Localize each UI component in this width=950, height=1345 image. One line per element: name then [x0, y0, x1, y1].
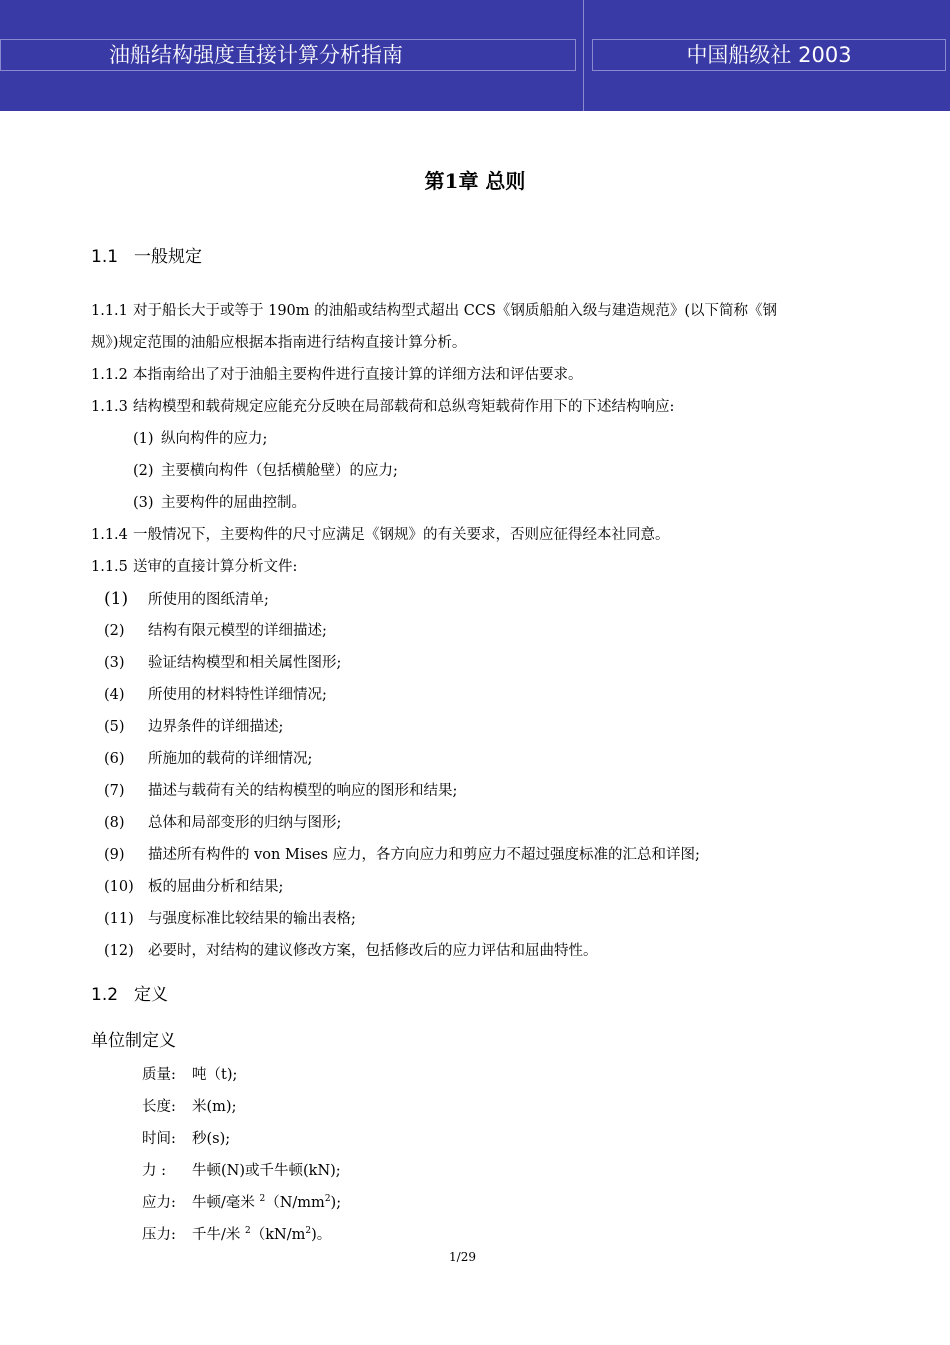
unit-value: 千牛/米	[192, 1227, 241, 1243]
paragraph-1-1-3	[91, 396, 674, 418]
unit-label: 质量:	[142, 1067, 176, 1083]
item-number: (11)	[104, 911, 134, 927]
document-item	[104, 844, 700, 866]
unit-value: 秒(s);	[192, 1131, 231, 1147]
paragraph-text: 对于船长大于或等于 190m 的油船或结构型式超出 CCS《钢质船舶入级与建造规范》(以下简称《钢	[133, 303, 778, 319]
unit-row	[142, 1160, 341, 1182]
paragraph-number: 1.1.4	[91, 527, 128, 543]
unit-label: 压力:	[142, 1227, 176, 1243]
unit-label: 力 :	[142, 1163, 166, 1179]
document-item	[104, 780, 457, 802]
paragraph-number: 1.1.3	[91, 399, 128, 415]
unit-superscript: 2	[245, 1226, 251, 1236]
item-number: (2)	[133, 463, 154, 479]
section-heading-1-1	[91, 244, 202, 270]
unit-value: 牛顿(N)或千牛顿(kN);	[192, 1163, 341, 1179]
document-item	[104, 940, 598, 962]
item-number: (7)	[104, 783, 125, 799]
unit-symbol: （kN/m	[250, 1227, 306, 1243]
unit-label: 应力:	[142, 1195, 176, 1211]
item-number: (3)	[104, 655, 125, 671]
paragraph-text: 一般情况下，主要构件的尺寸应满足《钢规》的有关要求，否则应征得经本社同意。	[133, 527, 670, 543]
unit-symbol: （N/mm	[265, 1195, 325, 1211]
paragraph-number: 1.1.5	[91, 559, 128, 575]
item-text: 板的屈曲分析和结果;	[148, 879, 284, 895]
item-text: 与强度标准比较结果的输出表格;	[148, 911, 356, 927]
paragraph-text: 送审的直接计算分析文件:	[133, 559, 298, 575]
item-text: 总体和局部变形的归纳与图形;	[148, 815, 342, 831]
unit-superscript: 2	[324, 1194, 331, 1204]
item-number: (1)	[133, 431, 154, 447]
document-item	[104, 748, 312, 770]
section-number: 1.2	[91, 985, 119, 1005]
section-title: 一般规定	[134, 247, 202, 267]
section-title: 定义	[134, 985, 168, 1005]
item-text: 验证结构模型和相关属性图形;	[148, 655, 342, 671]
item-number: (6)	[104, 751, 125, 767]
society-label: 中国船级社 2003	[592, 39, 946, 71]
item-number: (5)	[104, 719, 125, 735]
item-number: (12)	[104, 943, 134, 959]
document-title: 油船结构强度直接计算分析指南	[0, 39, 576, 71]
page-header	[0, 0, 950, 111]
item-text: 描述所有构件的 von Mises 应力，各方向应力和剪应力不超过强度标准的汇总和详图;	[148, 847, 700, 863]
item-text: 主要横向构件（包括横舱壁）的应力;	[161, 463, 398, 479]
unit-value: 牛顿/毫米	[192, 1195, 255, 1211]
document-item	[104, 620, 327, 642]
item-number: (4)	[104, 687, 125, 703]
chapter-title: 第1章 总则	[424, 169, 526, 193]
item-text: 边界条件的详细描述;	[148, 719, 284, 735]
response-item	[133, 428, 267, 450]
document-item	[104, 908, 356, 930]
unit-label: 时间:	[142, 1131, 176, 1147]
section-heading-1-2	[91, 982, 168, 1008]
item-text: 纵向构件的应力;	[161, 431, 268, 447]
document-item	[104, 812, 341, 834]
item-number: (2)	[104, 623, 125, 639]
item-number: (3)	[133, 495, 154, 511]
item-text: 描述与载荷有关的结构模型的响应的图形和结果;	[148, 783, 458, 799]
paragraph-text: 本指南给出了对于油船主要构件进行直接计算的详细方法和评估要求。	[133, 367, 583, 383]
paragraph-1-1-5	[91, 556, 297, 578]
unit-row	[142, 1096, 236, 1118]
unit-tail: );	[330, 1195, 342, 1211]
item-text: 结构有限元模型的详细描述;	[148, 623, 327, 639]
unit-superscript: 2	[305, 1226, 312, 1236]
header-divider	[583, 0, 584, 111]
document-item	[104, 588, 269, 611]
unit-value: 吨（t);	[192, 1067, 238, 1083]
item-number: (9)	[104, 847, 125, 863]
paragraph-number: 1.1.2	[91, 367, 128, 383]
paragraph-1-1-1	[91, 300, 777, 322]
item-text: 所使用的图纸清单;	[148, 592, 269, 608]
paragraph-text: 结构模型和载荷规定应能充分反映在局部载荷和总纵弯矩载荷作用下的下述结构响应:	[133, 399, 675, 415]
unit-superscript: 2	[259, 1194, 266, 1204]
document-item	[104, 716, 283, 738]
item-number: (8)	[104, 815, 125, 831]
paragraph-number: 1.1.1	[91, 303, 128, 319]
unit-row	[142, 1128, 230, 1150]
unit-tail: )。	[311, 1227, 332, 1243]
response-item	[133, 460, 398, 482]
paragraph-1-1-1-cont	[91, 332, 466, 354]
unit-row	[142, 1224, 331, 1246]
unit-row	[142, 1192, 341, 1214]
document-item	[104, 684, 327, 706]
unit-label: 长度:	[142, 1099, 176, 1115]
document-item	[104, 652, 341, 674]
paragraph-1-1-2	[91, 364, 583, 386]
unit-value: 米(m);	[192, 1099, 237, 1115]
item-text: 必要时，对结构的建议修改方案，包括修改后的应力评估和屈曲特性。	[148, 943, 598, 959]
item-number: (10)	[104, 879, 134, 895]
paragraph-1-1-4	[91, 524, 670, 546]
response-item	[133, 492, 306, 514]
section-number: 1.1	[91, 247, 119, 267]
item-text: 所使用的材料特性详细情况;	[148, 687, 327, 703]
unit-row	[142, 1064, 237, 1086]
item-number: (1)	[104, 589, 129, 609]
units-heading: 单位制定义	[91, 1031, 176, 1051]
document-item	[104, 876, 283, 898]
paragraph-text: 规》)规定范围的油船应根据本指南进行结构直接计算分析。	[91, 335, 467, 351]
page-number: 1/29	[449, 1250, 476, 1264]
item-text: 所施加的载荷的详细情况;	[148, 751, 313, 767]
item-text: 主要构件的屈曲控制。	[161, 495, 306, 511]
